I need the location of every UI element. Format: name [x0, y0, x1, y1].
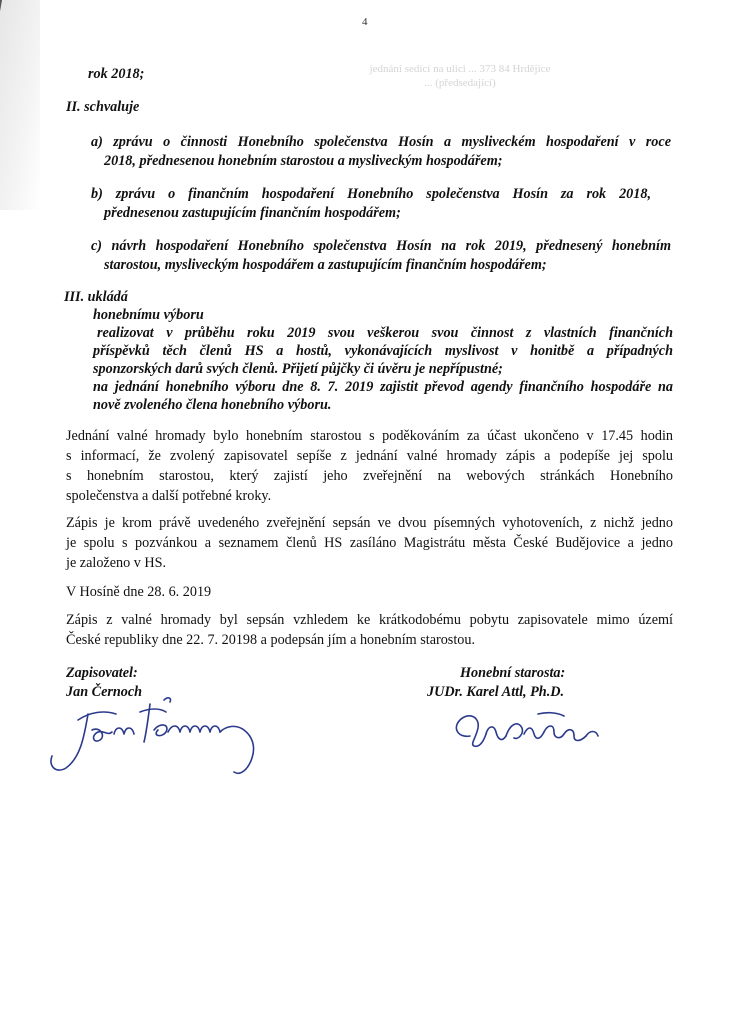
section-assign-heading: III. ukládá — [64, 289, 128, 305]
chairman-name: JUDr. Karel Attl, Ph.D. — [427, 684, 565, 700]
section-approve-heading: II. schvaluje — [66, 99, 140, 115]
handwritten-signature-chairman — [440, 700, 620, 760]
page-fold-shadow — [0, 0, 40, 210]
bleed-through-text: jednání sedící na ulici ... 373 84 Hrdějice ... (předsedající) — [369, 63, 551, 89]
chairman-role: Honební starosta: — [460, 665, 566, 681]
place-date: V Hosíně dne 28. 6. 2019 — [66, 584, 212, 600]
handwritten-signature-recorder — [30, 690, 280, 785]
page-number: 4 — [362, 16, 368, 28]
recorder-role: Zapisovatel: — [66, 665, 138, 681]
recorder-name: Jan Černoch — [66, 684, 143, 700]
assign-recipient: honebnímu výboru — [93, 307, 204, 323]
intro-tail: rok 2018; — [88, 66, 145, 82]
document-page: jednání sedící na ulici ... 373 84 Hrdějice ... (předsedající) 4 rok 2018; II. schvaluje a) zprávu o činnosti Honebního společenstva Hosín a mysliveckém hospodaření v roce 2018, přednesenou honebním starostou a mysliveckým hospodářem; b) zprávu o finančním hospodaření Honebního společenstva Hosín za rok 2018, přednesenou zastupujícím finančním hospodářem; c) návrh hospodaření Honebního společenstva Hosín na rok 2019, přednesený honebním starostou, mysliveckým hospodářem a zastupujícím finančním hospodářem; III. ukládá honebnímu výboru realizovat v průběhu roku 2019 svou veškerou svou činnost z vlastních finančních příspěvků těch členů HS a hostů, vykonávajících myslivost v honitbě a případných sponzorských darů svých členů. Přijetí půjčky či úvěru je nepřípustné; na jednání honebního výboru dne 8. 7. 2019 zajistit převod agendy finančního hospodáře na nově zvoleného člena honebního výboru. Jednání valné hromady bylo honebním starostou s poděkováním za účast ukončeno v 17.45 hodin s informací, že zvolený zapisovatel sepíše z jednání valné hromady zápis a podepíše jej spolu s honebním starostou, který zajistí jeho zveřejnění na webových stránkách Honebního společenstva a další potřebné kroky. Zápis je krom právě uvedeného zveřejnění sepsán ve dvou písemných vyhotoveních, z nichž jedno je spolu s pozvánkou a seznamem členů HS zasíláno Magistrátu města České Budějovice a jedno je založeno v HS. V Hosíně dne 28. 6. 2019 Zápis z valné hromady byl sepsán vzhledem ke krátkodobému pobytu zapisovatele mimo území České republiky dne 22. 7. 20198 a podepsán jím a honebním starostou. Zapisovatel: Jan Černoch Honební starosta: JUDr. Karel Attl, Ph.D. — [0, 0, 734, 1024]
